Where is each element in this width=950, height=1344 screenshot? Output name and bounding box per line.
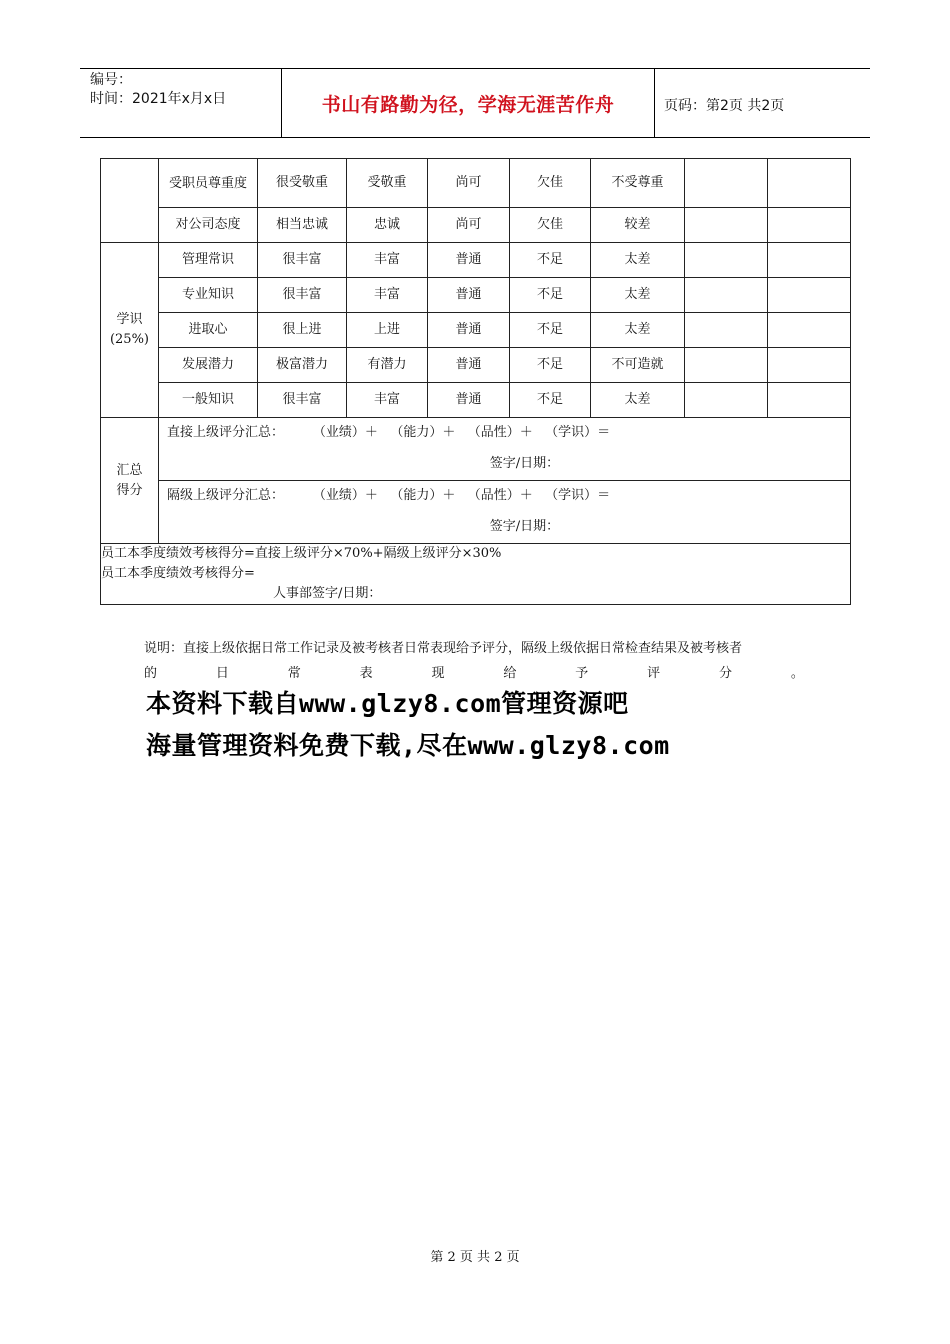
score-cell-blank: [685, 348, 768, 383]
note-char: 予: [575, 666, 589, 681]
header-page-info: 页码：第2页 共2页: [664, 98, 785, 114]
grade-cell: 不足: [510, 383, 591, 418]
grade-cell: 普通: [428, 383, 510, 418]
criteria-row: [101, 383, 851, 418]
note-line-1: 说明：直接上级依据日常工作记录及被考核者日常表现给予评分，隔级上级依据日常检查结果及被考核者: [144, 641, 743, 656]
criteria-label: 受职员尊重度: [159, 159, 258, 208]
final-score: 员工本季度绩效考核得分=: [101, 566, 255, 581]
criteria-row: [101, 208, 851, 243]
criteria-row: [101, 348, 851, 383]
score-cell-blank: [768, 348, 851, 383]
grade-cell: 不足: [510, 313, 591, 348]
criteria-label: 进取心: [159, 313, 258, 348]
final-formula: 员工本季度绩效考核得分=直接上级评分×70%+隔级上级评分×30%: [101, 546, 502, 561]
criteria-label: 对公司态度: [159, 208, 258, 243]
indirect-supervisor-total: 隔级上级评分汇总： （业绩）＋ （能力）＋ （品性）＋ （学识）＝: [167, 488, 611, 503]
criteria-label: 专业知识: [159, 278, 258, 313]
header-meta: [90, 71, 280, 109]
grade-cell: 丰富: [347, 243, 428, 278]
header-motto: 书山有路勤为径，学海无涯苦作舟: [281, 69, 655, 137]
note-char: 给: [503, 666, 517, 681]
note-char: 常: [287, 666, 301, 681]
grade-cell: 太差: [591, 313, 685, 348]
score-cell-blank: [768, 313, 851, 348]
note-char: 日: [215, 666, 229, 681]
summary-direct-row: [101, 418, 851, 449]
group-title: 学识: [116, 312, 143, 327]
evaluation-table: [100, 158, 851, 605]
note-char: 评: [647, 666, 661, 681]
grade-cell: 丰富: [347, 383, 428, 418]
criteria-row: [101, 159, 851, 208]
download-ad-line-1: 本资料下载自www.glzy8.com管理资源吧: [146, 689, 629, 718]
grade-cell: 很丰富: [258, 383, 347, 418]
grade-cell: 尚可: [428, 159, 510, 208]
note-line-2: [144, 661, 804, 686]
score-cell-blank: [685, 243, 768, 278]
score-cell-blank: [685, 383, 768, 418]
score-cell-blank: [768, 278, 851, 313]
grade-cell: 有潜力: [347, 348, 428, 383]
summary-indirect-row: [101, 481, 851, 512]
direct-sign-date: 签字/日期：: [489, 456, 560, 471]
grade-cell: 丰富: [347, 278, 428, 313]
grade-cell: 受敬重: [347, 159, 428, 208]
grade-cell: 较差: [591, 208, 685, 243]
knowledge-group-label: [101, 243, 159, 418]
grade-cell: 忠诚: [347, 208, 428, 243]
criteria-row: [101, 313, 851, 348]
grade-cell: 欠佳: [510, 159, 591, 208]
grade-cell: 太差: [591, 383, 685, 418]
document-date: 时间：2021年x月x日: [90, 91, 227, 107]
criteria-row: [101, 243, 851, 278]
download-ad-line-2: 海量管理资料免费下载,尽在www.glzy8.com: [146, 731, 670, 760]
score-cell-blank: [685, 159, 768, 208]
page-header: [80, 68, 870, 138]
score-cell-blank: [768, 208, 851, 243]
hr-sign-date: 人事部签字/日期：: [273, 586, 382, 601]
score-cell-blank: [768, 243, 851, 278]
grade-cell: 不足: [510, 243, 591, 278]
grade-cell: 上进: [347, 313, 428, 348]
summary-group-label: 汇总 得分: [101, 418, 159, 544]
criteria-label: 管理常识: [159, 243, 258, 278]
note-char: 现: [431, 666, 445, 681]
grade-cell: 不受尊重: [591, 159, 685, 208]
score-cell-blank: [685, 208, 768, 243]
criteria-row: [101, 278, 851, 313]
grade-cell: 很受敬重: [258, 159, 347, 208]
grade-cell: 太差: [591, 278, 685, 313]
grade-cell: 不足: [510, 348, 591, 383]
grade-cell: 不足: [510, 278, 591, 313]
grade-cell: 普通: [428, 243, 510, 278]
grade-cell: 不可造就: [591, 348, 685, 383]
grade-cell: 普通: [428, 348, 510, 383]
grade-cell: 很上进: [258, 313, 347, 348]
note-char: 表: [359, 666, 373, 681]
grade-cell: 相当忠诚: [258, 208, 347, 243]
criteria-label: 一般知识: [159, 383, 258, 418]
grade-cell: 普通: [428, 313, 510, 348]
criteria-label: 发展潜力: [159, 348, 258, 383]
group-weight: (25%): [109, 332, 150, 347]
grade-cell: 很丰富: [258, 278, 347, 313]
score-cell-blank: [685, 278, 768, 313]
page-footer: 第 2 页 共 2 页: [430, 1250, 520, 1265]
grade-cell: 尚可: [428, 208, 510, 243]
note-char: 的: [144, 666, 158, 681]
score-cell-blank: [685, 313, 768, 348]
indirect-sign-date: 签字/日期：: [489, 519, 560, 534]
note-char: 。: [790, 666, 804, 681]
grade-cell: 太差: [591, 243, 685, 278]
score-cell-blank: [768, 159, 851, 208]
direct-supervisor-total: 直接上级评分汇总： （业绩）＋ （能力）＋ （品性）＋ （学识）＝: [167, 425, 611, 440]
document-number-label: 编号：: [90, 72, 132, 88]
grade-cell: 极富潜力: [258, 348, 347, 383]
explanation-note: [144, 636, 804, 686]
score-cell-blank: [768, 383, 851, 418]
grade-cell: 很丰富: [258, 243, 347, 278]
grade-cell: 欠佳: [510, 208, 591, 243]
group-label-blank: [101, 159, 159, 243]
note-char: 分: [719, 666, 733, 681]
final-score-row: [101, 544, 851, 605]
grade-cell: 普通: [428, 278, 510, 313]
